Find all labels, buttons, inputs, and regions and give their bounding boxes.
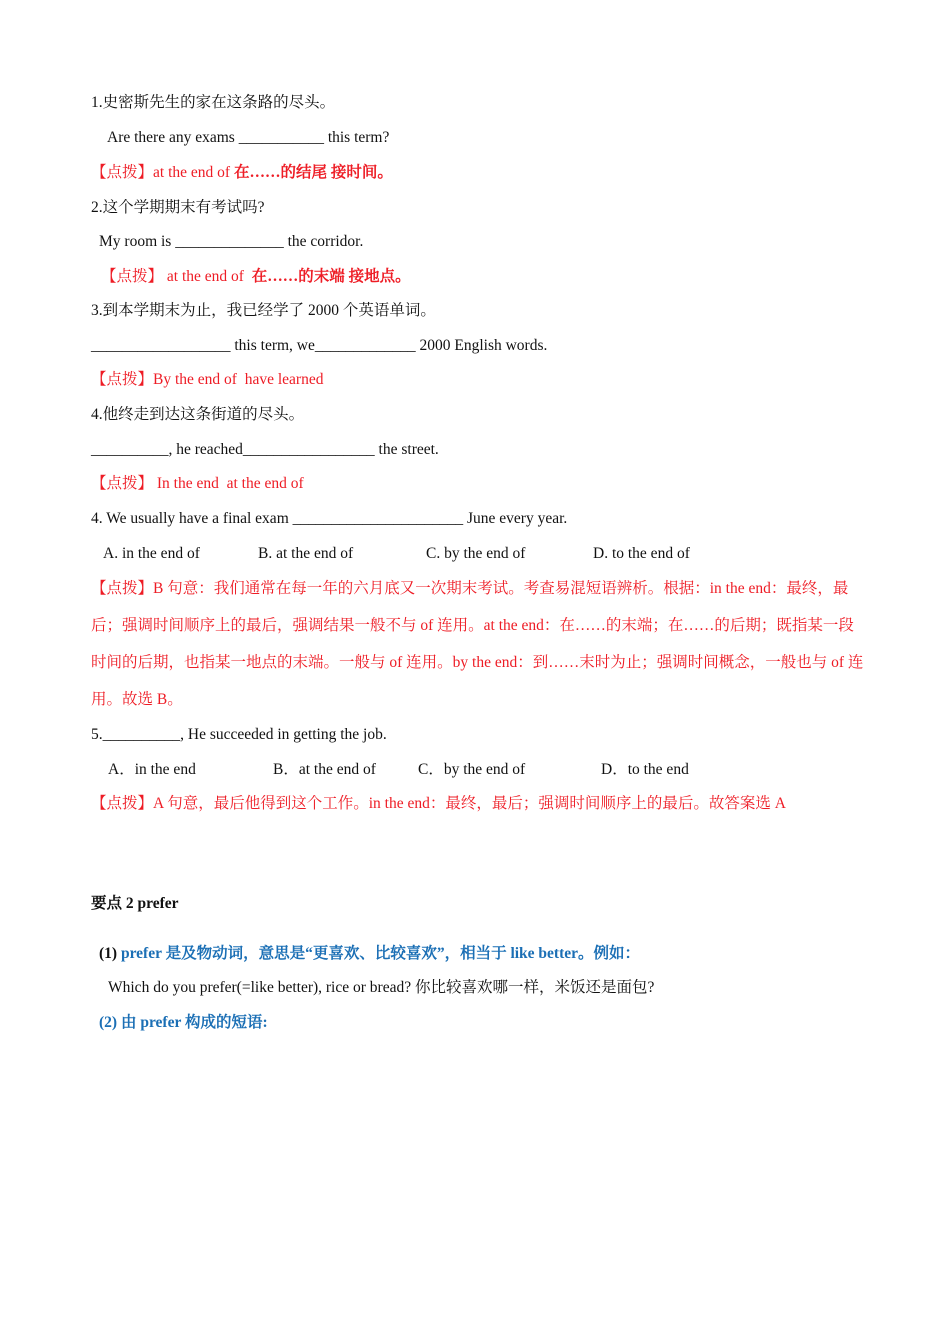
section2-example: Which do you prefer(=like better), rice or bread? 你比较喜欢哪一样，米饭还是面包? bbox=[108, 979, 655, 996]
q4-tip bbox=[91, 474, 304, 494]
point1-number: (1) bbox=[99, 945, 121, 962]
q6-option-c: C．by the end of bbox=[418, 761, 526, 778]
q6-stem: 5.__________, He succeeded in getting the job. bbox=[91, 726, 387, 743]
q5-stem: 4. We usually have a final exam ______________________ June every year. bbox=[91, 510, 568, 527]
q1-chinese: 1.史密斯先生的家在这条路的尽头。 bbox=[91, 94, 336, 111]
q6-option-b: B．at the end of bbox=[273, 761, 376, 778]
q2-chinese: 2.这个学期期末有考试吗? bbox=[91, 199, 265, 216]
q4-english: __________, he reached_________________ the street. bbox=[91, 441, 439, 458]
heading-en: prefer bbox=[137, 895, 179, 912]
q3-tip bbox=[91, 370, 323, 390]
heading-cn: 要点 2 bbox=[91, 895, 138, 912]
q1-english: Are there any exams ___________ this term? bbox=[107, 129, 390, 146]
tip-text: 在……的结尾 接时间。 bbox=[233, 164, 393, 181]
tip-label: 【点拨】 bbox=[91, 475, 154, 492]
q6-tip: 【点拨】A 句意，最后他得到这个工作。in the end：最终，最后；强调时间顺序上的最后。故答案选 A bbox=[91, 795, 786, 812]
tip-phrase: at the end of bbox=[163, 268, 248, 285]
section2-point1 bbox=[99, 944, 640, 964]
tip-label: 【点拨】 bbox=[91, 164, 154, 181]
tip-text: By the end of have learned bbox=[153, 371, 324, 388]
q2-english: My room is ______________ the corridor. bbox=[99, 233, 364, 250]
q6-option-d: D．to the end bbox=[601, 761, 689, 778]
q1-tip bbox=[91, 163, 393, 183]
tip-text: 在……的末端 接地点。 bbox=[247, 268, 411, 285]
tip-label: 【点拨】 bbox=[91, 371, 154, 388]
point1-text: prefer 是及物动词，意思是“更喜欢、比较喜欢”，相当于 like better。例如： bbox=[120, 945, 641, 962]
q5-option-d: D. to the end of bbox=[593, 545, 690, 562]
tip-text: In the end at the end of bbox=[153, 475, 304, 492]
tip-label: 【点拨】 bbox=[101, 268, 164, 285]
q6-option-a: A．in the end bbox=[108, 761, 196, 778]
q5-option-b: B. at the end of bbox=[258, 545, 354, 562]
q5-tip: 【点拨】B 句意：我们通常在每一年的六月底又一次期末考试。考查易混短语辨析。根据：in the end：最终，最后；强调时间顺序上的最后，强调结果一般不与 of 连用。at the end：在……的末端；在……的后期；既指某一段时间的后期，也指某一地点的末端。一般与 of 连用。by the end：到……末时为止；强调时间概念，一般也与 of 连用。故选 B。 bbox=[91, 580, 864, 708]
q3-english: __________________ this term, we_____________ 2000 English words. bbox=[91, 337, 548, 354]
section2-heading bbox=[91, 894, 179, 914]
q5-option-a: A. in the end of bbox=[103, 545, 200, 562]
q2-tip bbox=[101, 267, 411, 287]
tip-phrase: at the end of bbox=[153, 164, 234, 181]
q3-chinese: 3.到本学期末为止，我已经学了 2000 个英语单词。 bbox=[91, 302, 436, 319]
q5-option-c: C. by the end of bbox=[426, 545, 526, 562]
q4-chinese: 4.他终走到达这条街道的尽头。 bbox=[91, 406, 305, 423]
section2-point2: (2) 由 prefer 构成的短语: bbox=[99, 1014, 268, 1031]
